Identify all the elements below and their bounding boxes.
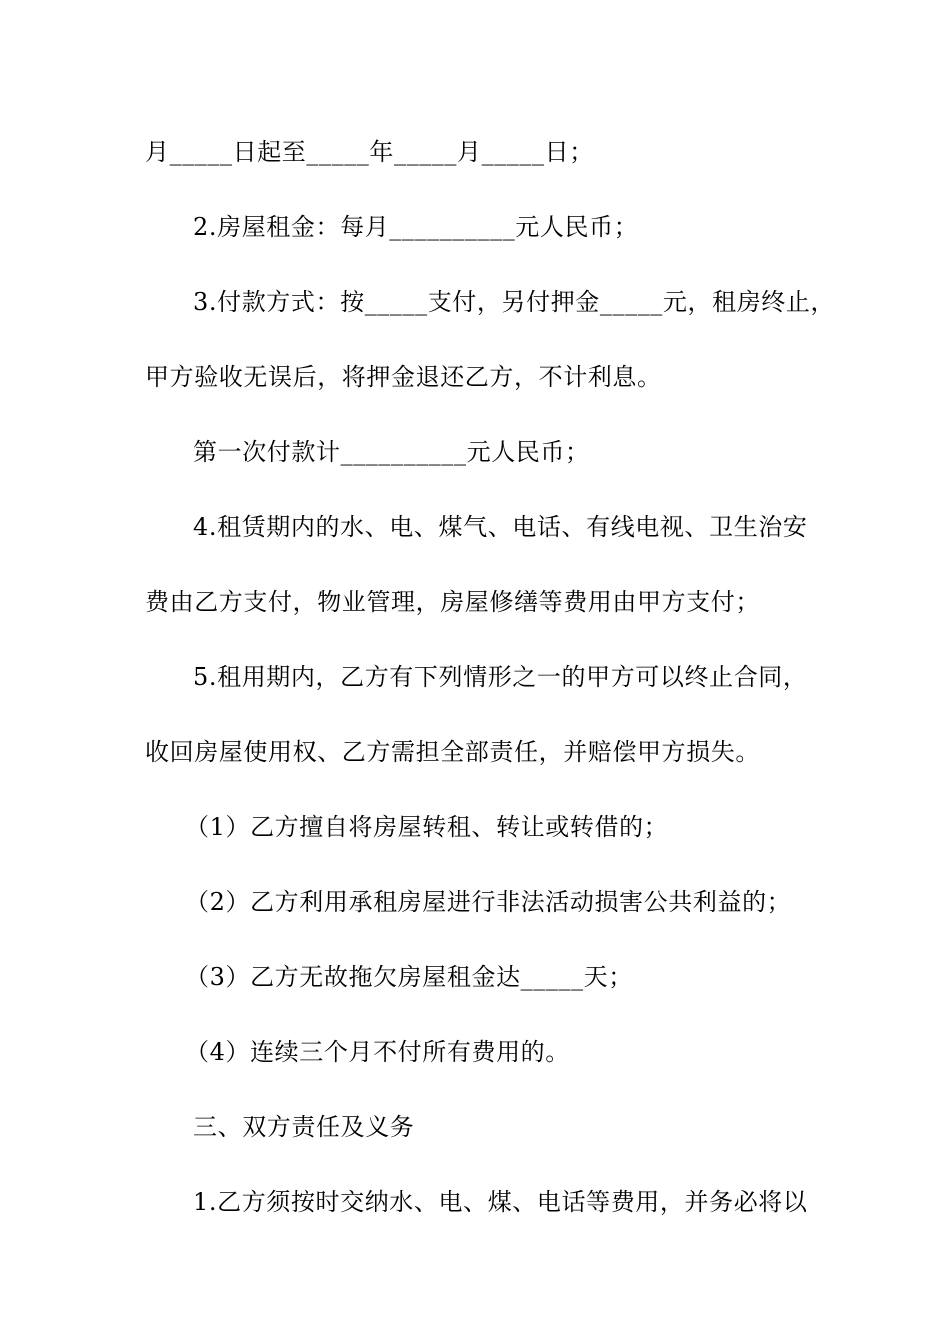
list-item-sublet: （1）乙方擅自将房屋转租、转让或转借的； [185, 813, 669, 841]
text-line-utilities-cont: 费由乙方支付，物业管理，房屋修缮等费用由甲方支付； [145, 588, 760, 616]
text-line-deposit-return: 甲方验收无误后，将押金退还乙方，不计利息。 [145, 363, 662, 391]
list-item-illegal-use: （2）乙方利用承租房屋进行非法活动损害公共利益的； [185, 888, 792, 916]
text-line-utilities: 4.租赁期内的水、电、煤气、电话、有线电视、卫生治安 [193, 513, 808, 541]
text-line-term-end-date: 月_____日起至_____年_____月_____日； [145, 138, 594, 166]
text-line-termination: 5.租用期内，乙方有下列情形之一的甲方可以终止合同， [193, 663, 808, 691]
text-line-first-payment: 第一次付款计__________元人民币； [193, 438, 590, 466]
section-heading-responsibilities: 三、双方责任及义务 [193, 1113, 415, 1141]
text-line-tenant-obligations: 1.乙方须按时交纳水、电、煤、电话等费用，并务必将以 [193, 1188, 808, 1216]
list-item-unpaid-fees: （4）连续三个月不付所有费用的。 [185, 1038, 570, 1066]
list-item-rent-arrears: （3）乙方无故拖欠房屋租金达_____天； [185, 963, 633, 991]
text-line-monthly-rent: 2.房屋租金：每月__________元人民币； [193, 213, 639, 241]
text-line-termination-cont: 收回房屋使用权、乙方需担全部责任，并赔偿甲方损失。 [145, 738, 760, 766]
text-line-payment-method: 3.付款方式：按_____支付，另付押金_____元，租房终止， [193, 288, 836, 316]
